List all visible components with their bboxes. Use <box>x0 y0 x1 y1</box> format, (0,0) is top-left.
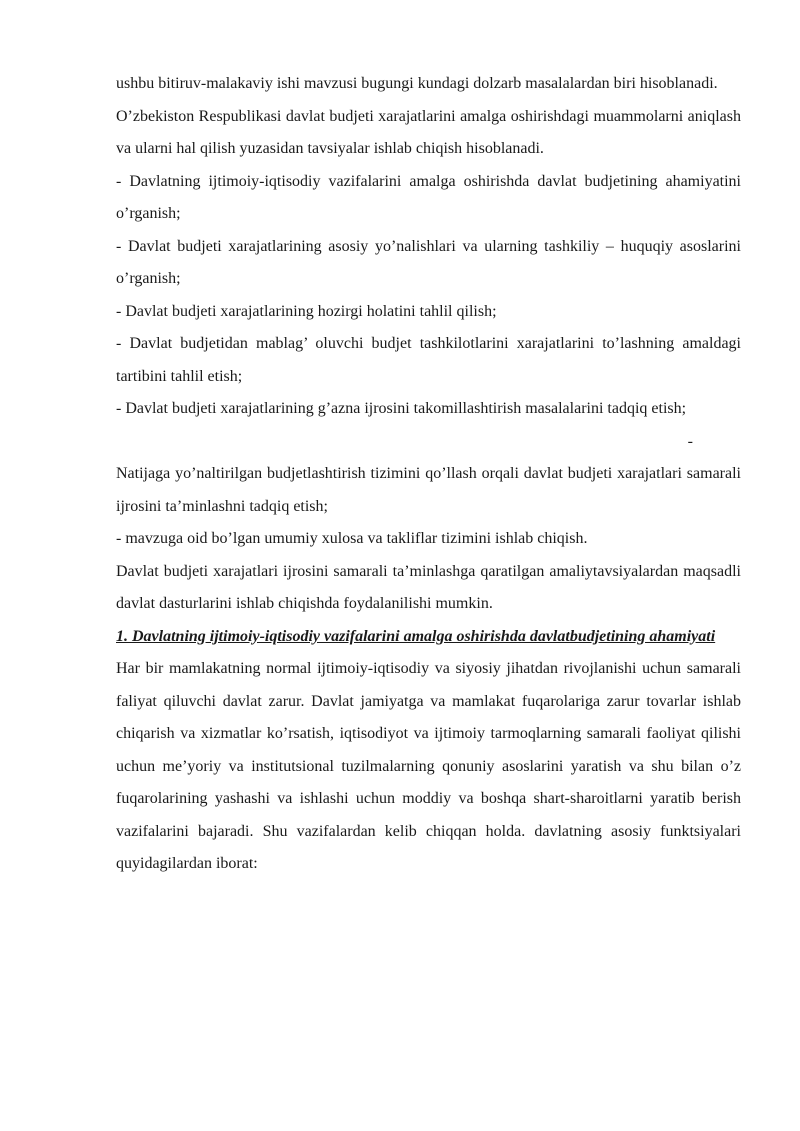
paragraph: ushbu bitiruv-malakaviy ishi mavzusi bugungi kundagi dolzarb masalalardan biri hisoblanadi. <box>116 75 718 92</box>
list-item: - Davlat budjetidan mablag’ oluvchi budjet tashkilotlarini xarajatlarini to’lashning amaldagi tartibini tahlil etish; <box>116 335 741 385</box>
section-heading: 1. Davlatning ijtimoiy-iqtisodiy vazifalarini amalga oshirishda davlatbudjetining ahamiyati <box>116 627 716 645</box>
document-body <box>116 68 741 881</box>
paragraph: O’zbekiston Respublikasi davlat budjeti xarajatlarini amalga oshirishdagi muammolarni aniqlash va ularni hal qilish yuzasidan tavsiyalar ishlab chiqish hisoblanadi. <box>116 107 741 157</box>
list-item: - mavzuga oid bo’lgan umumiy xulosa va takliflar tizimini ishlab chiqish. <box>116 530 588 547</box>
list-item: - Davlatning ijtimoiy-iqtisodiy vazifalarini amalga oshirishda davlat budjetining ahamiyatini o’rganish; <box>116 172 741 222</box>
list-item: - Davlat budjeti xarajatlarining hozirgi holatini tahlil qilish; <box>116 302 497 320</box>
list-item: - Davlat budjeti xarajatlarining g’azna ijrosini takomillashtirish masalalarini tadqiq etish; <box>116 400 687 417</box>
paragraph: Davlat budjeti xarajatlari ijrosini samarali ta’minlashga qaratilgan amaliytavsiyalardan maqsadli davlat dasturlarini ishlab chiqishda foydalanilishi mumkin. <box>116 562 741 612</box>
list-item: - Davlat budjeti xarajatlarining asosiy yo’nalishlari va ularning tashkiliy – huquqiy asoslarini o’rganish; <box>116 237 741 287</box>
stray-dash: - <box>687 432 693 450</box>
paragraph: Har bir mamlakatning normal ijtimoiy-iqtisodiy va siyosiy jihatdan rivojlanishi uchun samarali faliyat qiluvchi davlat zarur. Davlat jamiyatga va mamlakat fuqarolariga zarur tovarlar ishlab chiqarish va xizmatlar ko’rsatish, iqtisodiyot va ijtimoiy tarmoqlarning samarali faoliyat qilishi uchun me’yoriy va institutsional tuzilmalarning qonuniy asoslarini yaratish va shu bilan o’z fuqarolarining yashashi va ishlashi uchun moddiy va boshqa shart-sharoitlarni yaratib berish vazifalarini bajaradi. Shu vazifalardan kelib chiqqan holda. davlatning asosiy funktsiyalari quyidagilardan iborat: <box>116 660 741 872</box>
paragraph: Natijaga yo’naltirilgan budjetlashtirish tizimini qo’llash orqali davlat budjeti xarajatlari samarali ijrosini ta’minlashni tadqiq etish; <box>116 465 741 515</box>
